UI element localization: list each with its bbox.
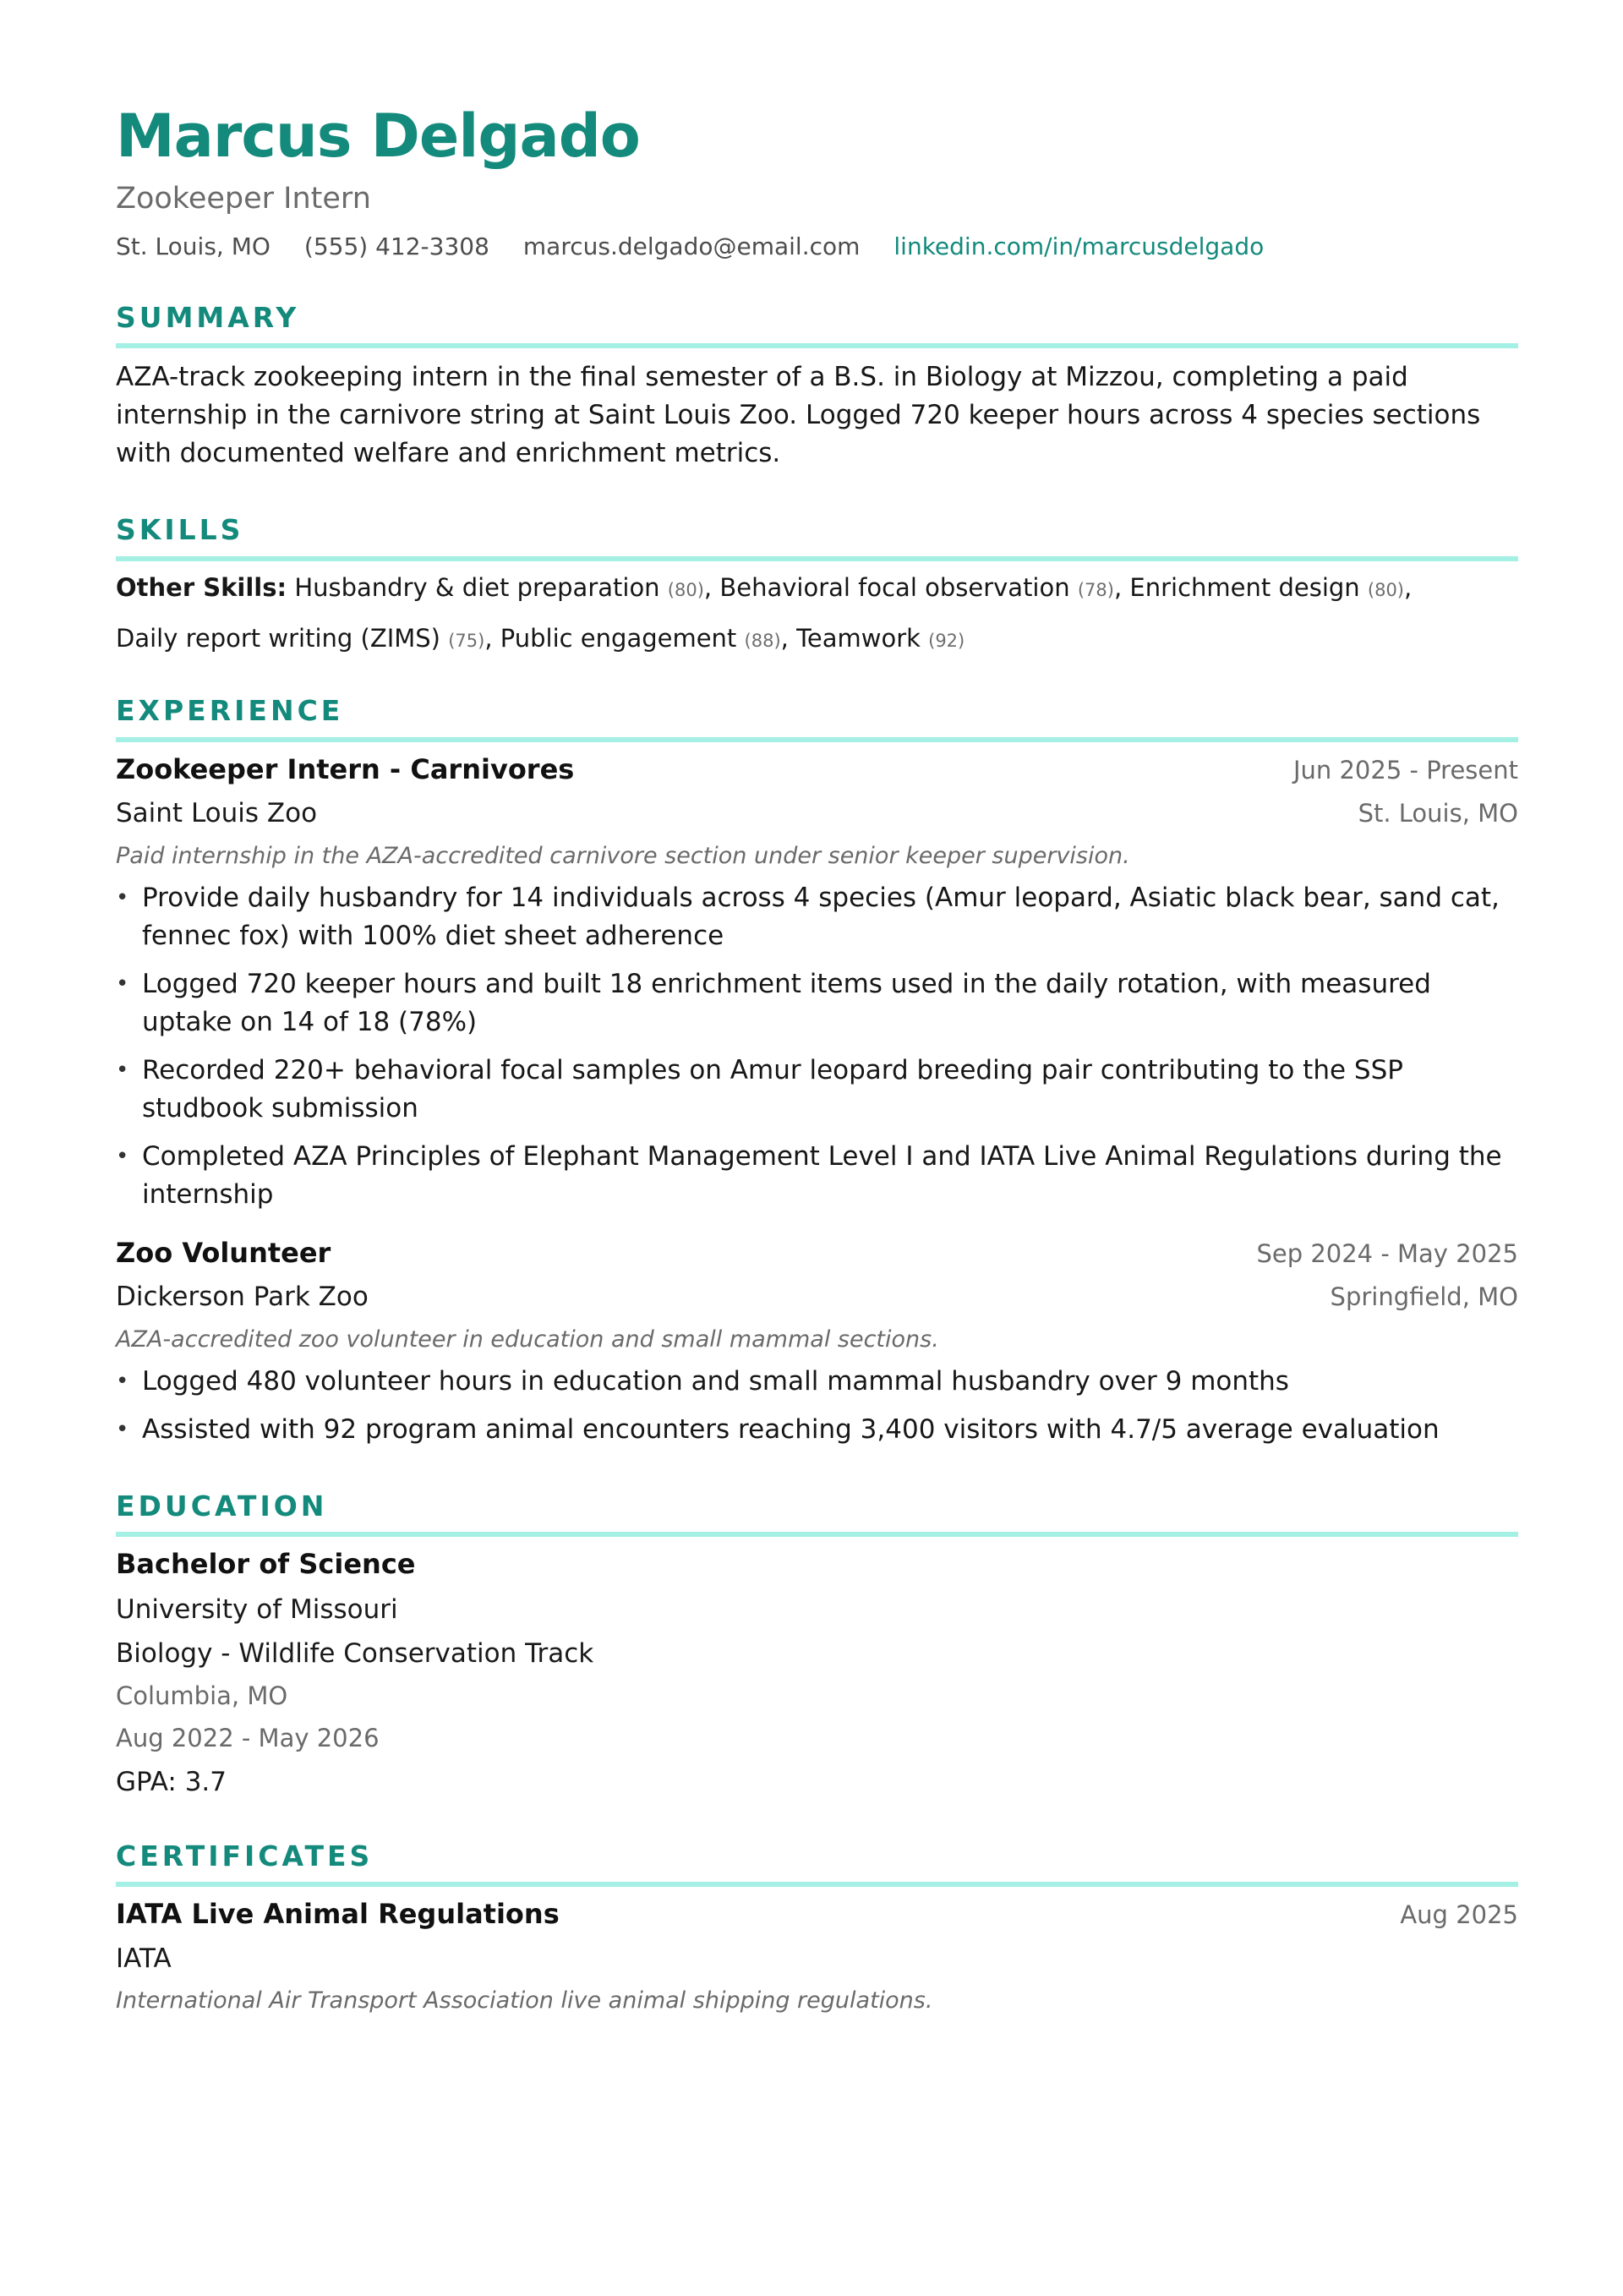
contact-linkedin-link[interactable]: linkedin.com/in/marcusdelgado: [893, 232, 1265, 260]
skill-name: Public engagement: [500, 624, 737, 653]
candidate-role: Zookeeper Intern: [116, 182, 371, 216]
job-location: Springfield, MO: [1330, 1282, 1518, 1312]
skills-section: [116, 515, 1518, 653]
certificates-section: [116, 1841, 1518, 2015]
bullet-item: • Recorded 220+ behavioral focal samples on Amur leopard breeding pair contributing to the SSP studbook submission: [116, 1052, 1518, 1128]
entry-org-row: [116, 787, 1518, 832]
skill-name: Teamwork: [796, 624, 921, 653]
skill-name: Enrichment design: [1129, 572, 1360, 602]
degree-title: Bachelor of Science: [116, 1548, 416, 1581]
skills-label: Other Skills:: [116, 572, 287, 602]
skill-level: (75): [448, 631, 485, 652]
skill-name: Daily report writing (ZIMS): [116, 624, 440, 653]
section-divider: [116, 343, 1518, 348]
skill-level: (80): [667, 579, 704, 600]
section-title-skills: SKILLS: [116, 513, 244, 547]
certificate-title-row: [116, 1897, 1518, 1932]
bullet-item: • Completed AZA Principles of Elephant Management Level I and IATA Live Animal Regulations during the internship: [116, 1138, 1518, 1214]
skill-name: Husbandry & diet preparation: [294, 572, 660, 602]
candidate-name: Marcus Delgado: [116, 101, 640, 171]
bullet-item: • Assisted with 92 program animal encounters reaching 3,400 visitors with 4.7/5 average evaluation: [116, 1411, 1518, 1449]
contact-location: St. Louis, MO: [116, 232, 270, 260]
summary-section: [116, 303, 1518, 473]
summary-text: AZA-track zookeeping intern in the final semester of a B.S. in Biology at Mizzou, completing a paid internship in the carnivore string at Saint Louis Zoo. Logged 720 keeper hours across 4 species sections with documented welfare and enrichment metrics.: [116, 362, 1481, 469]
job-location: St. Louis, MO: [1358, 799, 1518, 828]
job-organization: Saint Louis Zoo: [116, 798, 318, 829]
job-organization: Dickerson Park Zoo: [116, 1282, 369, 1313]
certificate-description: International Air Transport Association live animal shipping regulations.: [116, 1987, 933, 2014]
bullet-item: • Provide daily husbandry for 14 individuals across 4 species (Amur leopard, Asiatic black bear, sand cat, fennec fox) with 100% diet sheet adherence: [116, 879, 1518, 955]
section-divider: [116, 1532, 1518, 1537]
certificate-issuer: IATA: [116, 1943, 172, 1974]
section-divider: [116, 1882, 1518, 1887]
skill-level: (88): [744, 631, 781, 652]
certificate-entry: [116, 1897, 1518, 2015]
experience-entry: [116, 752, 1518, 1214]
certificate-name: IATA Live Animal Regulations: [116, 1898, 560, 1931]
job-description: Paid internship in the AZA-accredited carnivore section under senior keeper supervision.: [116, 842, 1130, 869]
job-bullets: [116, 1363, 1518, 1449]
section-title-summary: SUMMARY: [116, 301, 300, 335]
school-name: University of Missouri: [116, 1594, 398, 1625]
entry-org-row: [116, 1271, 1518, 1315]
job-dates: Sep 2024 - May 2025: [1256, 1238, 1518, 1268]
education-dates: Aug 2022 - May 2026: [116, 1723, 380, 1752]
contact-line: [116, 232, 1518, 261]
job-title: Zookeeper Intern - Carnivores: [116, 752, 575, 785]
section-divider: [116, 556, 1518, 561]
certificate-date: Aug 2025: [1400, 1900, 1518, 1930]
job-dates: Jun 2025 - Present: [1292, 755, 1518, 784]
skills-line-2: Daily report writing (ZIMS) (75), Public engagement (88), Teamwork (92): [116, 624, 965, 653]
skill-name: Behavioral focal observation: [719, 572, 1070, 602]
contact-email[interactable]: marcus.delgado@email.com: [522, 232, 861, 260]
experience-section: [116, 696, 1518, 1448]
skill-level: (78): [1077, 579, 1114, 600]
entry-title-row: [116, 752, 1518, 788]
field-of-study: Biology - Wildlife Conservation Track: [116, 1637, 594, 1669]
section-title-certificates: CERTIFICATES: [116, 1839, 374, 1872]
job-title: Zoo Volunteer: [116, 1236, 331, 1269]
gpa: GPA: 3.7: [116, 1766, 227, 1797]
education-section: [116, 1491, 1518, 1799]
section-title-education: EDUCATION: [116, 1489, 328, 1522]
resume-header: [116, 101, 1518, 260]
section-title-experience: EXPERIENCE: [116, 694, 344, 728]
contact-phone: (555) 412-3308: [303, 232, 489, 260]
experience-entry: [116, 1236, 1518, 1449]
skill-level: (80): [1367, 579, 1404, 600]
entry-title-row: [116, 1236, 1518, 1271]
bullet-item: • Logged 480 volunteer hours in education and small mammal husbandry over 9 months: [116, 1363, 1518, 1401]
school-location: Columbia, MO: [116, 1681, 288, 1711]
skill-level: (92): [928, 631, 965, 652]
section-divider: [116, 737, 1518, 742]
bullet-item: • Logged 720 keeper hours and built 18 enrichment items used in the daily rotation, with measured uptake on 14 of 18 (78%): [116, 965, 1518, 1041]
job-description: AZA-accredited zoo volunteer in education and small mammal sections.: [116, 1326, 939, 1353]
job-bullets: [116, 879, 1518, 1214]
skills-line-1: Other Skills: Husbandry & diet preparation (80), Behavioral focal observation (78), Enrichment design (80),: [116, 572, 1413, 602]
